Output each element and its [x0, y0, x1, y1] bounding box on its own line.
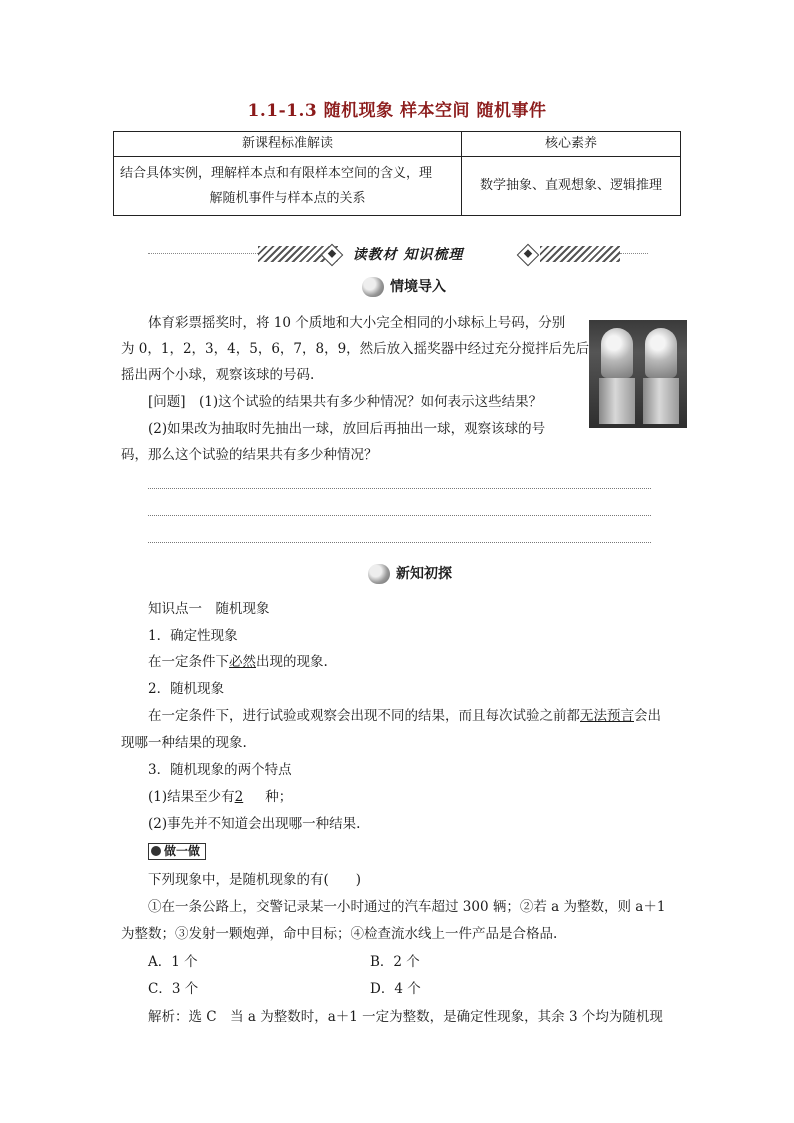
practice-tag	[148, 843, 206, 860]
standards-left-line2: 解随机事件与样本点的关系	[209, 191, 366, 206]
band-dots-right	[620, 253, 648, 254]
practice-desc-line2: 为整数；③发射一颗炮弹，命中目标；④检查流水线上一件产品是合格品.	[121, 926, 558, 942]
standards-table	[113, 131, 681, 216]
answer-line-3	[148, 542, 651, 543]
item1-post: 出现的现象.	[256, 654, 328, 670]
section-intro-label: 情境导入	[390, 279, 446, 295]
standards-right-cell: 数学抽象、直观想象、逻辑推理	[462, 157, 681, 216]
band-stripe-right	[540, 246, 620, 262]
knowledge-item2-def-line1	[148, 704, 661, 724]
base-right	[643, 378, 679, 424]
option-c: C．3 个	[148, 981, 199, 997]
intro-line1: 体育彩票摇奖时，将 10 个质地和大小完全相同的小球标上号码，分别	[148, 315, 566, 331]
item2-underline: 无法预言	[580, 708, 634, 724]
base-left	[599, 378, 635, 424]
practice-question: 下列现象中，是随机现象的有( )	[148, 872, 362, 888]
answer-line-1	[148, 488, 651, 489]
item3a-post: 种；	[265, 789, 293, 805]
knowledge-item2-def-line2: 现哪一种结果的现象.	[121, 735, 247, 751]
knowledge-item3-b: (2)事先并不知道会出现哪一种结果.	[148, 816, 361, 832]
item3a-underline: 2	[234, 789, 244, 805]
page-title: 1.1-1.3 随机现象 样本空间 随机事件	[247, 101, 547, 121]
pen-icon	[362, 277, 384, 297]
practice-tag-label: 做一做	[164, 844, 201, 858]
item2-pre: 在一定条件下，进行试验或观察会出现不同的结果，而且每次试验之前都	[148, 708, 580, 724]
knowledge-item1: 1．确定性现象	[148, 628, 238, 644]
option-a: A．1 个	[148, 954, 198, 970]
knowledge-heading: 知识点一 随机现象	[148, 601, 270, 617]
section-new-heading	[368, 563, 452, 584]
option-d: D．4 个	[370, 981, 421, 997]
band-diamond-right-icon	[517, 244, 540, 267]
standards-left-cell	[114, 157, 462, 216]
band-dots-left	[148, 253, 258, 254]
section-band	[148, 244, 648, 264]
intro-question2-line1: (2)如果改为抽取时先抽出一球，放回后再抽出一球，观察该球的号	[148, 421, 546, 437]
practice-answer: 解析：选 C 当 a 为整数时，a＋1 一定为整数，是确定性现象，其余 3 个均为随机现	[148, 1009, 663, 1025]
standards-header-left: 新课程标准解读	[114, 132, 462, 157]
intro-line2: 为 0，1，2，3，4，5，6，7，8，9，然后放入摇奖器中经过充分搅拌后先后	[121, 341, 590, 357]
knowledge-item3: 3．随机现象的两个特点	[148, 762, 292, 778]
band-label: 读教材 知识梳理	[352, 247, 464, 263]
knowledge-item1-def	[148, 650, 328, 670]
check-icon	[151, 846, 161, 856]
answer-line-2	[148, 515, 651, 516]
section-new-label: 新知初探	[396, 566, 452, 582]
item1-underline: 必然	[229, 654, 256, 670]
knowledge-item2: 2．随机现象	[148, 681, 225, 697]
standards-header-right: 核心素养	[462, 132, 681, 157]
intro-line3: 摇出两个小球，观察该球的号码.	[121, 367, 315, 383]
option-b: B．2 个	[370, 954, 420, 970]
standards-left-line1: 结合具体实例，理解样本点和有限样本空间的含义，理	[120, 166, 433, 181]
item3a-pre: (1)结果至少有	[148, 789, 235, 805]
item2-post: 会出	[634, 708, 661, 724]
knowledge-item3-a	[148, 785, 292, 805]
intro-question2-line2: 码，那么这个试验的结果共有多少种情况？	[121, 447, 378, 463]
section-intro-heading	[362, 276, 446, 297]
practice-desc-line1: ①在一条公路上，交警记录某一小时通过的汽车超过 300 辆；②若 a 为整数，则 a＋1	[148, 899, 666, 915]
item1-pre: 在一定条件下	[148, 654, 229, 670]
intro-question1: [问题] (1)这个试验的结果共有多少种情况？如何表示这些结果？	[148, 394, 543, 410]
globe-right	[645, 328, 677, 378]
badge-icon	[368, 564, 390, 584]
globe-left	[601, 328, 633, 378]
lottery-machine-photo	[589, 320, 687, 428]
